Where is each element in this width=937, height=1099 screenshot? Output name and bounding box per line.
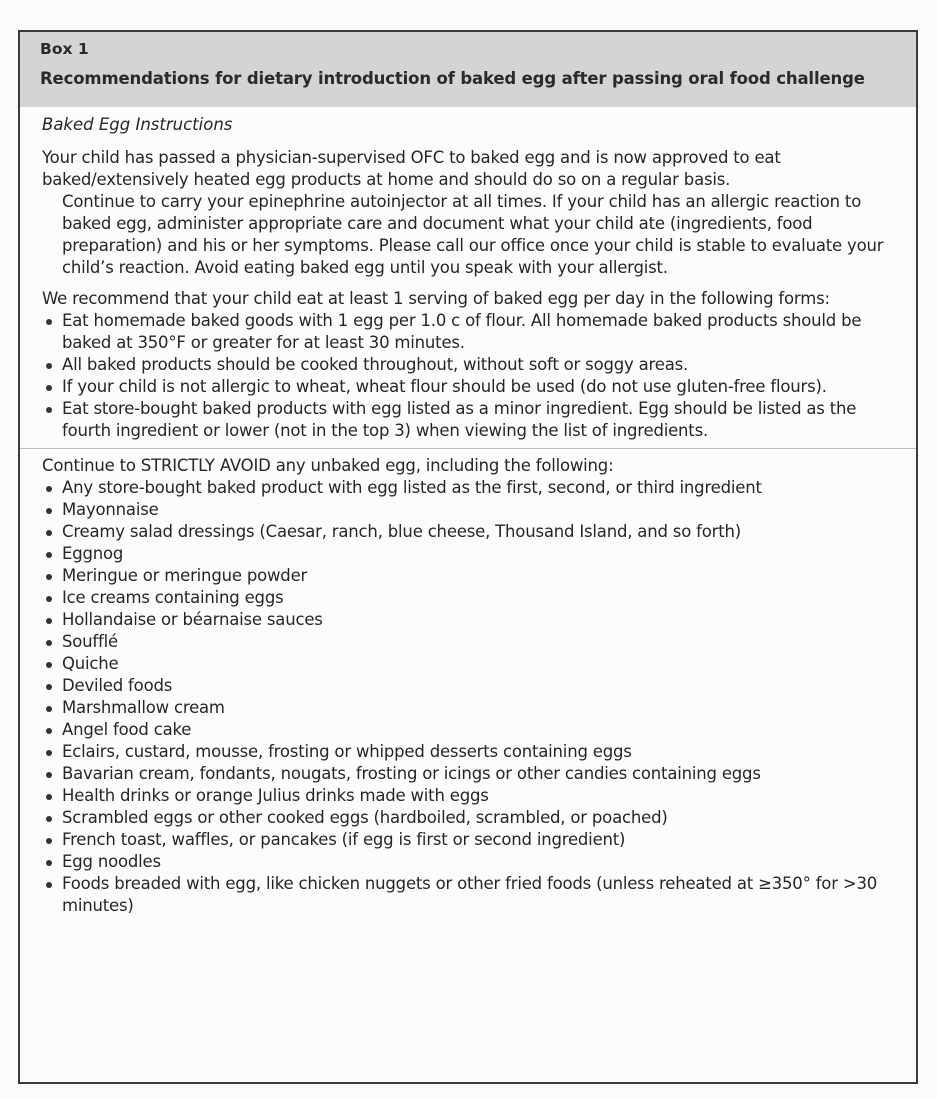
intro-section [42, 147, 902, 279]
list-item: Eat homemade baked goods with 1 egg per 1.0 c of flour. All homemade baked products should be baked at 350°F or greater for at least 30 minutes. [42, 310, 902, 354]
list-item: Mayonnaise [42, 499, 902, 521]
box-title: Recommendations for dietary introduction of baked egg after passing oral food challenge [40, 69, 865, 88]
list-item: Eggnog [42, 543, 902, 565]
recommend-heading: We recommend that your child eat at least 1 serving of baked egg per day in the following forms: [42, 289, 830, 308]
list-item: Bavarian cream, fondants, nougats, frosting or icings or other candies containing eggs [42, 763, 902, 785]
box-label: Box 1 [40, 40, 89, 58]
list-item: Deviled foods [42, 675, 902, 697]
box-header [20, 32, 916, 107]
list-item: Scrambled eggs or other cooked eggs (hardboiled, scrambled, or poached) [42, 807, 902, 829]
list-item: Eat store-bought baked products with egg listed as a minor ingredient. Egg should be listed as the fourth ingredient or lower (not in the top 3) when viewing the list of ingredients. [42, 398, 902, 442]
avoid-section [42, 455, 902, 917]
list-item: Any store-bought baked product with egg listed as the first, second, or third ingredient [42, 477, 902, 499]
list-item: Soufflé [42, 631, 902, 653]
list-item: Foods breaded with egg, like chicken nuggets or other fried foods (unless reheated at ≥350° for >30 minutes) [42, 873, 902, 917]
list-item: Ice creams containing eggs [42, 587, 902, 609]
recommend-section [42, 288, 902, 442]
list-item: French toast, waffles, or pancakes (if egg is first or second ingredient) [42, 829, 902, 851]
list-item: All baked products should be cooked throughout, without soft or soggy areas. [42, 354, 902, 376]
avoid-list [42, 477, 902, 917]
list-item: Health drinks or orange Julius drinks made with eggs [42, 785, 902, 807]
list-item: Marshmallow cream [42, 697, 902, 719]
box-content [20, 107, 916, 917]
list-item: Creamy salad dressings (Caesar, ranch, blue cheese, Thousand Island, and so forth) [42, 521, 902, 543]
list-item: Meringue or meringue powder [42, 565, 902, 587]
recommend-list [42, 310, 902, 442]
box-1 [18, 30, 918, 1084]
avoid-heading: Continue to STRICTLY AVOID any unbaked egg, including the following: [42, 456, 614, 475]
list-item: Hollandaise or béarnaise sauces [42, 609, 902, 631]
epinephrine-paragraph: Continue to carry your epinephrine autoinjector at all times. If your child has an allergic reaction to baked egg, administer appropriate care and document what your child ate (ingredients, food preparation) and his or her symptoms. Please call our office once your child is stable to evaluate your child’s reaction. Avoid eating baked egg until you speak with your allergist. [62, 192, 884, 277]
list-item: Eclairs, custard, mousse, frosting or whipped desserts containing eggs [42, 741, 902, 763]
intro-paragraph: Your child has passed a physician-supervised OFC to baked egg and is now approved to eat baked/extensively heated egg products at home and should do so on a regular basis. [42, 148, 781, 189]
list-item: Angel food cake [42, 719, 902, 741]
list-item: Egg noodles [42, 851, 902, 873]
section-divider [20, 448, 916, 449]
section-subtitle: Baked Egg Instructions [42, 115, 233, 134]
list-item: If your child is not allergic to wheat, wheat flour should be used (do not use gluten-free flours). [42, 376, 902, 398]
list-item: Quiche [42, 653, 902, 675]
